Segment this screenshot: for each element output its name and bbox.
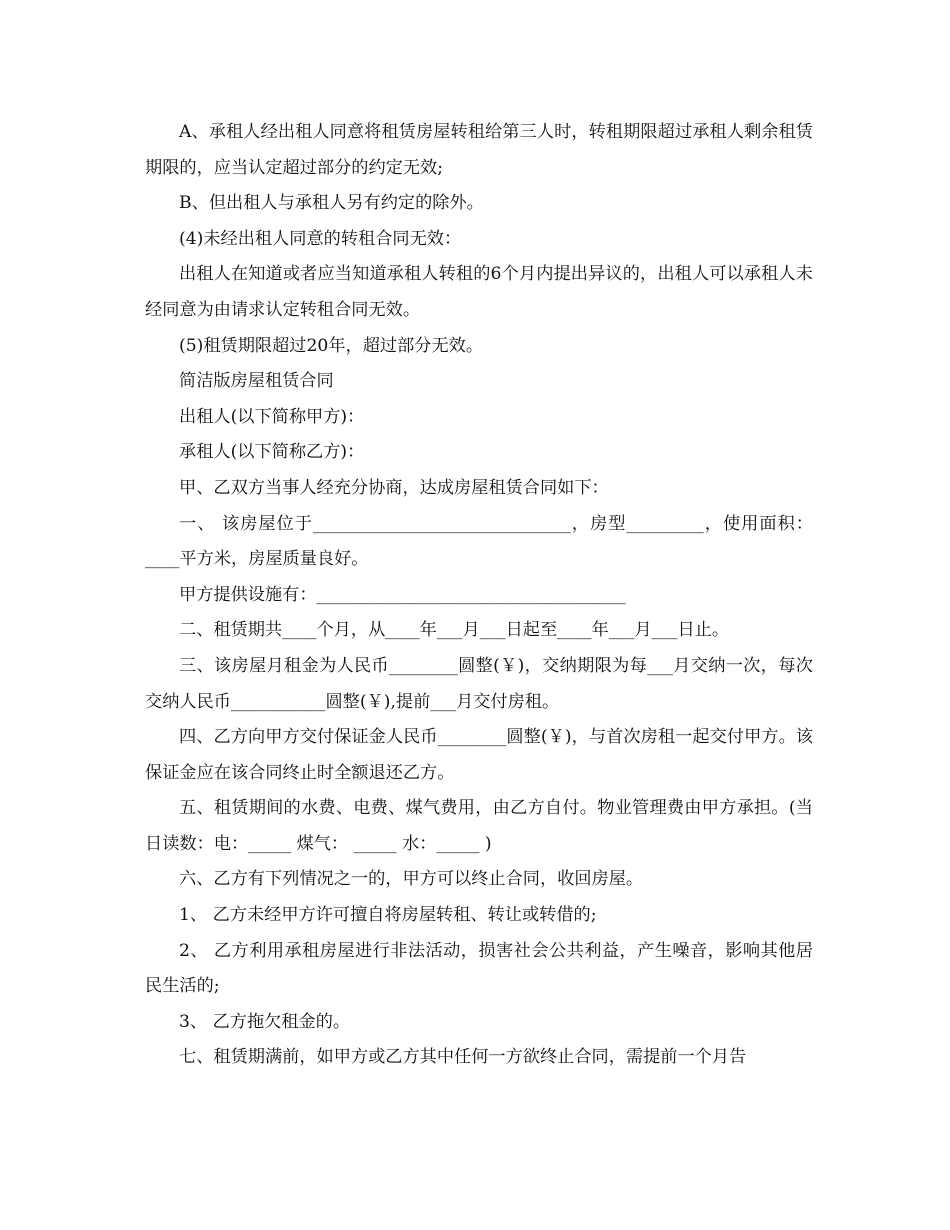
clause-7-early-termination: 七、租赁期满前，如甲方或乙方其中任何一方欲终止合同，需提前一个月告	[179, 1047, 747, 1068]
lessee-line: 承租人(以下简称乙方)：	[179, 442, 365, 463]
clause-4-deposit: 四、乙方向甲方交付保证金人民币________圆整(￥)，与首次房租一起交付甲方。该保证金应在该合同终止时全额退还乙方。	[145, 727, 813, 783]
clause-6-termination: 六、乙方有下列情况之一的，甲方可以终止合同，收回房屋。	[179, 869, 644, 890]
paragraph-exception: B、但出租人与承租人另有约定的除外。	[179, 193, 484, 214]
clause-3-rent: 三、该房屋月租金为人民币________圆整(￥)，交纳期限为每___月交纳一次，每次交纳人民币___________圆整(￥),提前___月交付房租。	[145, 655, 813, 712]
clause-6-item-1: 1、 乙方未经甲方许可擅自将房屋转租、转让或转借的;	[179, 905, 597, 926]
clause-2-term: 二、租赁期共____个月，从____年___月___日起至____年___月___日止。	[179, 620, 730, 641]
clause-facilities: 甲方提供设施有：____________________________________	[179, 584, 626, 605]
clause-6-item-2: 2、 乙方利用承租房屋进行非法活动，损害社会公共利益，产生噪音，影响其他居民生活的;	[145, 940, 813, 997]
clause-5-utilities: 五、租赁期间的水费、电费、煤气费用，由乙方自付。物业管理费由甲方承担。(当日读数：电：_____ 煤气： _____ 水：_____ )	[145, 798, 813, 854]
contract-title: 简洁版房屋租赁合同	[179, 371, 334, 392]
clause-6-item-3: 3、 乙方拖欠租金的。	[179, 1011, 351, 1032]
paragraph-unauthorized-sublease: (4)未经出租人同意的转租合同无效：	[179, 228, 462, 249]
clause-1-location: 一、 该房屋位于______________________________，房型_________，使用面积：____平方米，房屋质量良好。	[145, 513, 813, 570]
lessor-line: 出租人(以下简称甲方)：	[179, 406, 365, 427]
contract-preamble: 甲、乙双方当事人经充分协商，达成房屋租赁合同如下：	[179, 477, 609, 498]
document-body	[145, 115, 813, 1076]
paragraph-sublease-term: A、承租人经出租人同意将租赁房屋转租给第三人时，转租期限超过承租人剩余租赁期限的，应当认定超过部分的约定无效;	[145, 122, 813, 178]
paragraph-term-limit: (5)租赁期限超过20年，超过部分无效。	[179, 335, 484, 356]
paragraph-objection-period: 出租人在知道或者应当知道承租人转租的6个月内提出异议的，出租人可以承租人未经同意为由请求认定转租合同无效。	[145, 264, 813, 320]
